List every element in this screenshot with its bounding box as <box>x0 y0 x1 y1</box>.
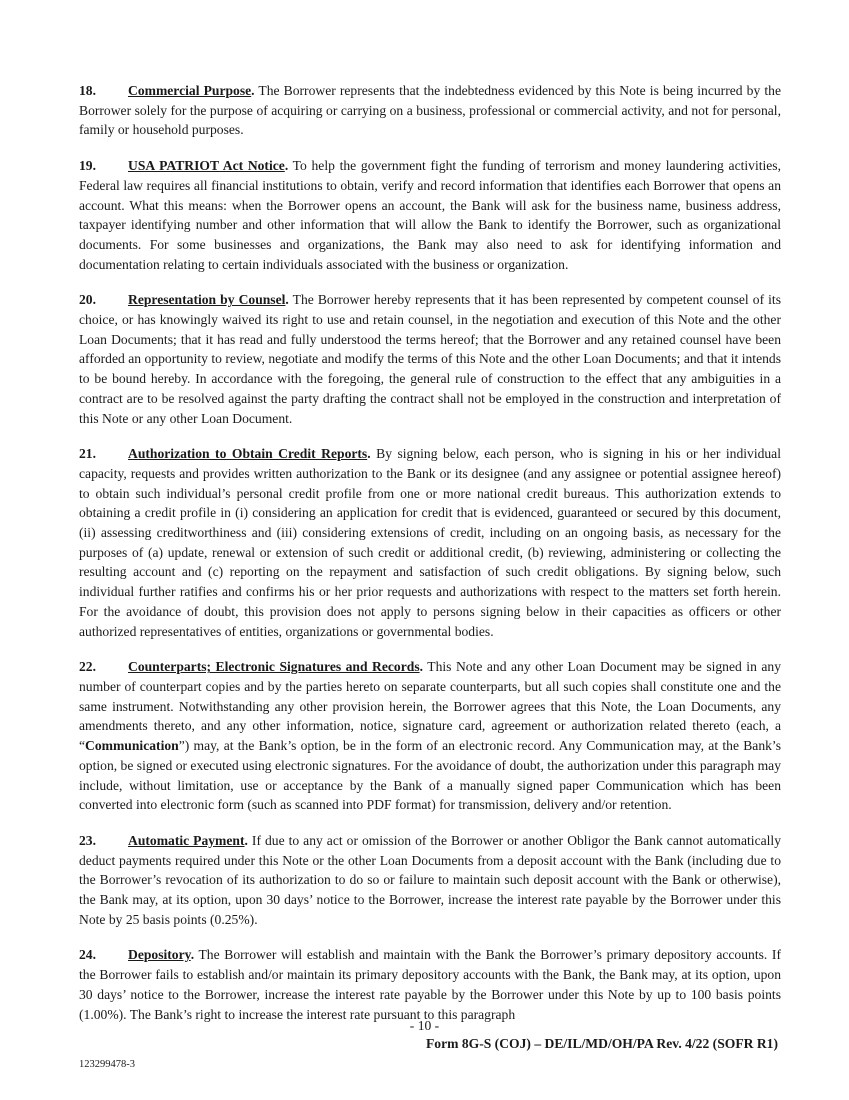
section-heading: Depository <box>128 947 191 963</box>
section-24: 24. Depository. The Borrower will establish and maintain with the Bank the Borrower’s primary depository accounts. If the Borrower fails to establish and/or maintain its primary depository accounts with the Bank, the Bank may, at its option, upon 30 days’ notice to the Borrower, increase the interest rate payable by the Borrower under this Note by up to 100 basis points (1.00%). The Bank’s right to increase the interest rate pursuant to this paragraph <box>79 947 781 1022</box>
section-body: The Borrower hereby represents that it has been represented by competent counsel of its choice, or has knowingly waived its right to use and retain counsel, in the negotiation and execution of this Note and the other Loan Documents; that it has read and fully understood the terms hereof; that the Borrower and any retained counsel have been afforded an opportunity to review, negotiate and modify the terms of this Note and the other Loan Documents; and that it intends to be bound hereby. In accordance with the foregoing, the general rule of construction to the effect that any ambiguities in a contract are to be resolved against the party drafting the contract shall not be employed in the construction and interpretation of this Note or any other Loan Document. <box>79 292 782 426</box>
section-number: 23. <box>79 832 96 848</box>
section-23: 23. Automatic Payment. If due to any act or omission of the Borrower or another Obligor the Bank cannot automatically deduct payments required under this Note or the other Loan Documents from a deposit account with the Bank (including due to the Borrower’s revocation of its authorization to do so or failure to maintain such deposit account with the Bank or otherwise), the Bank may, at its option, upon 30 days’ notice to the Borrower, increase the interest rate payable by the Borrower under this Note by 25 basis points (0.25%). <box>79 832 781 927</box>
section-body-continued: ”) may, at the Bank’s option, be in the form of an electronic record. Any Communication may, at the Bank’s option, be signed or executed using electronic signatures. For the avoidance of doubt, the authorization under this paragraph may include, without limitation, use or acceptance by the Bank of a manually signed paper Communication which has been converted into electronic form (such as scanned into PDF format) for transmission, delivery and/or retention. <box>79 738 781 813</box>
document-id: 123299478-3 <box>79 1059 135 1070</box>
section-18: 18. Commercial Purpose. The Borrower represents that the indebtedness evidenced by this Note is being incurred by the Borrower solely for the purpose of acquiring or carrying on a business, professional or commercial activity, and not for personal, family or household purposes. <box>79 83 781 138</box>
section-heading: Commercial Purpose <box>128 83 252 98</box>
section-number: 24. <box>79 947 96 963</box>
section-20: 20. Representation by Counsel. The Borrower hereby represents that it has been represented by competent counsel of its choice, or has knowingly waived its right to use and retain counsel, in the negotiation and execution of this Note and the other Loan Documents; that it has read and fully understood the terms hereof; that the Borrower and any retained counsel have been afforded an opportunity to review, negotiate and modify the terms of this Note and the other Loan Documents; and that it intends to be bound hereby. In accordance with the foregoing, the general rule of construction to the effect that any ambiguities in a contract are to be resolved against the party drafting the contract shall not be employed in the construction and interpretation of this Note or any other Loan Document. <box>79 292 782 426</box>
section-heading: Automatic Payment <box>128 832 245 848</box>
form-identifier: Form 8G-S (COJ) – DE/IL/MD/OH/PA Rev. 4/22 (SOFR R1) <box>425 1036 778 1051</box>
section-21: 21. Authorization to Obtain Credit Reports. By signing below, each person, who is signing in his or her individual capacity, requests and provides written authorization to the Bank or its designee (and any assignee or potential assignee hereof) to obtain such individual’s personal credit profile from one or more national credit bureaus. This authorization extends to obtaining a credit profile in (i) considering an application for credit that is evidenced, guaranteed or secured by this document, (ii) assessing creditworthiness and (iii) considering extensions of credit, including on an ongoing basis, as necessary for the purposes of (a) update, renewal or extension of such credit or additional credit, (b) reviewing, administering or collecting the resulting account and (c) reporting on the repayment and satisfaction of such credit obligations. By signing below, such individual further ratifies and confirms his or her prior requests and authorizations with respect to the matters set forth herein. For the avoidance of doubt, this provision does not apply to persons signing below in their capacities as officers or other authorized representatives of entities, organizations or governmental bodies. <box>79 446 781 639</box>
defined-term: Communication <box>85 738 179 754</box>
section-heading: Representation by Counsel <box>128 292 286 308</box>
section-heading: Authorization to Obtain Credit Reports <box>128 446 368 462</box>
section-19: 19. USA PATRIOT Act Notice. To help the government fight the funding of terrorism and money laundering activities, Federal law requires all financial institutions to obtain, verify and record information that identifies each Borrower that opens an account. What this means: when the Borrower opens an account, the Bank will ask for the business name, business address, taxpayer identifying number and other information that will allow the Bank to identify the Borrower, such as organizational documents. For some businesses and organizations, the Bank may also need to ask for identifying information and documentation relating to certain individuals associated with the business or organization. <box>79 158 782 272</box>
page-number: - 10 - <box>409 1018 440 1033</box>
section-number: 20. <box>79 292 96 308</box>
section-heading: Counterparts; Electronic Signatures and Records <box>128 659 420 675</box>
section-number: 21. <box>79 446 96 462</box>
section-body: If due to any act or omission of the Borrower or another Obligor the Bank cannot automatically deduct payments required under this Note or the other Loan Documents from a deposit account with the Bank (including due to the Borrower’s revocation of its authorization to do so or failure to maintain such deposit account with the Bank or otherwise), the Bank may, at its option, upon 30 days’ notice to the Borrower, increase the interest rate payable by the Borrower under this Note by 25 basis points (0.25%). <box>79 832 781 927</box>
document-body <box>79 81 781 1040</box>
section-heading: USA PATRIOT Act Notice <box>128 158 285 174</box>
section-body: The Borrower represents that the indebtedness evidenced by this Note is being incurred by the Borrower solely for the purpose of acquiring or carrying on a business, professional or commercial activity, and not for personal, family or household purposes. <box>79 83 781 138</box>
section-number: 22. <box>79 659 96 675</box>
section-body: This Note and any other Loan Document may be signed in any number of counterpart copies and by the parties hereto on separate counterparts, but all such copies shall constitute one and the same instrument. Notwithstanding any other provision herein, the Borrower agrees that this Note, the Loan Documents, any amendments thereto, and any other information, notice, signature card, agreement or authorization related thereto (each, a “ <box>79 659 781 754</box>
section-body: By signing below, each person, who is signing in his or her individual capacity, requests and provides written authorization to the Bank or its designee (and any assignee or potential assignee hereof) to obtain such individual’s personal credit profile from one or more national credit bureaus. This authorization extends to obtaining a credit profile in (i) considering an application for credit that is evidenced, guaranteed or secured by this document, (ii) assessing creditworthiness and (iii) considering extensions of credit, including on an ongoing basis, as necessary for the purposes of (a) update, renewal or extension of such credit or additional credit, (b) reviewing, administering or collecting the resulting account and (c) reporting on the repayment and satisfaction of such credit obligations. By signing below, such individual further ratifies and confirms his or her prior requests and authorizations with respect to the matters set forth herein. For the avoidance of doubt, this provision does not apply to persons signing below in their capacities as officers or other authorized representatives of entities, organizations or governmental bodies. <box>79 446 781 639</box>
section-number: 18. <box>79 83 96 98</box>
section-number: 19. <box>79 158 96 174</box>
section-body: The Borrower will establish and maintain with the Bank the Borrower’s primary depository accounts. If the Borrower fails to establish and/or maintain its primary depository accounts with the Bank, the Bank may, at its option, upon 30 days’ notice to the Borrower, increase the interest rate payable by the Borrower under this Note by up to 100 basis points (1.00%). The Bank’s right to increase the interest rate pursuant to this paragraph <box>79 947 781 1022</box>
section-body: To help the government fight the funding of terrorism and money laundering activities, Federal law requires all financial institutions to obtain, verify and record information that identifies each Borrower that opens an account. What this means: when the Borrower opens an account, the Bank will ask for the business name, business address, taxpayer identifying number and other information that will allow the Bank to identify the Borrower, such as organizational documents. For some businesses and organizations, the Bank may also need to ask for identifying information and documentation relating to certain individuals associated with the business or organization. <box>79 158 782 272</box>
section-22: 22. Counterparts; Electronic Signatures and Records. This Note and any other Loan Document may be signed in any number of counterpart copies and by the parties hereto on separate counterparts, but all such copies shall constitute one and the same instrument. Notwithstanding any other provision herein, the Borrower agrees that this Note, the Loan Documents, any amendments thereto, and any other information, notice, signature card, agreement or authorization related thereto (each, a “Communication”) may, at the Bank’s option, be in the form of an electronic record. Any Communication may, at the Bank’s option, be signed or executed using electronic signatures. For the avoidance of doubt, the authorization under this paragraph may include, without limitation, use or acceptance by the Bank of a manually signed paper Communication which has been converted into electronic form (such as scanned into PDF format) for transmission, delivery and/or retention. <box>79 659 781 813</box>
